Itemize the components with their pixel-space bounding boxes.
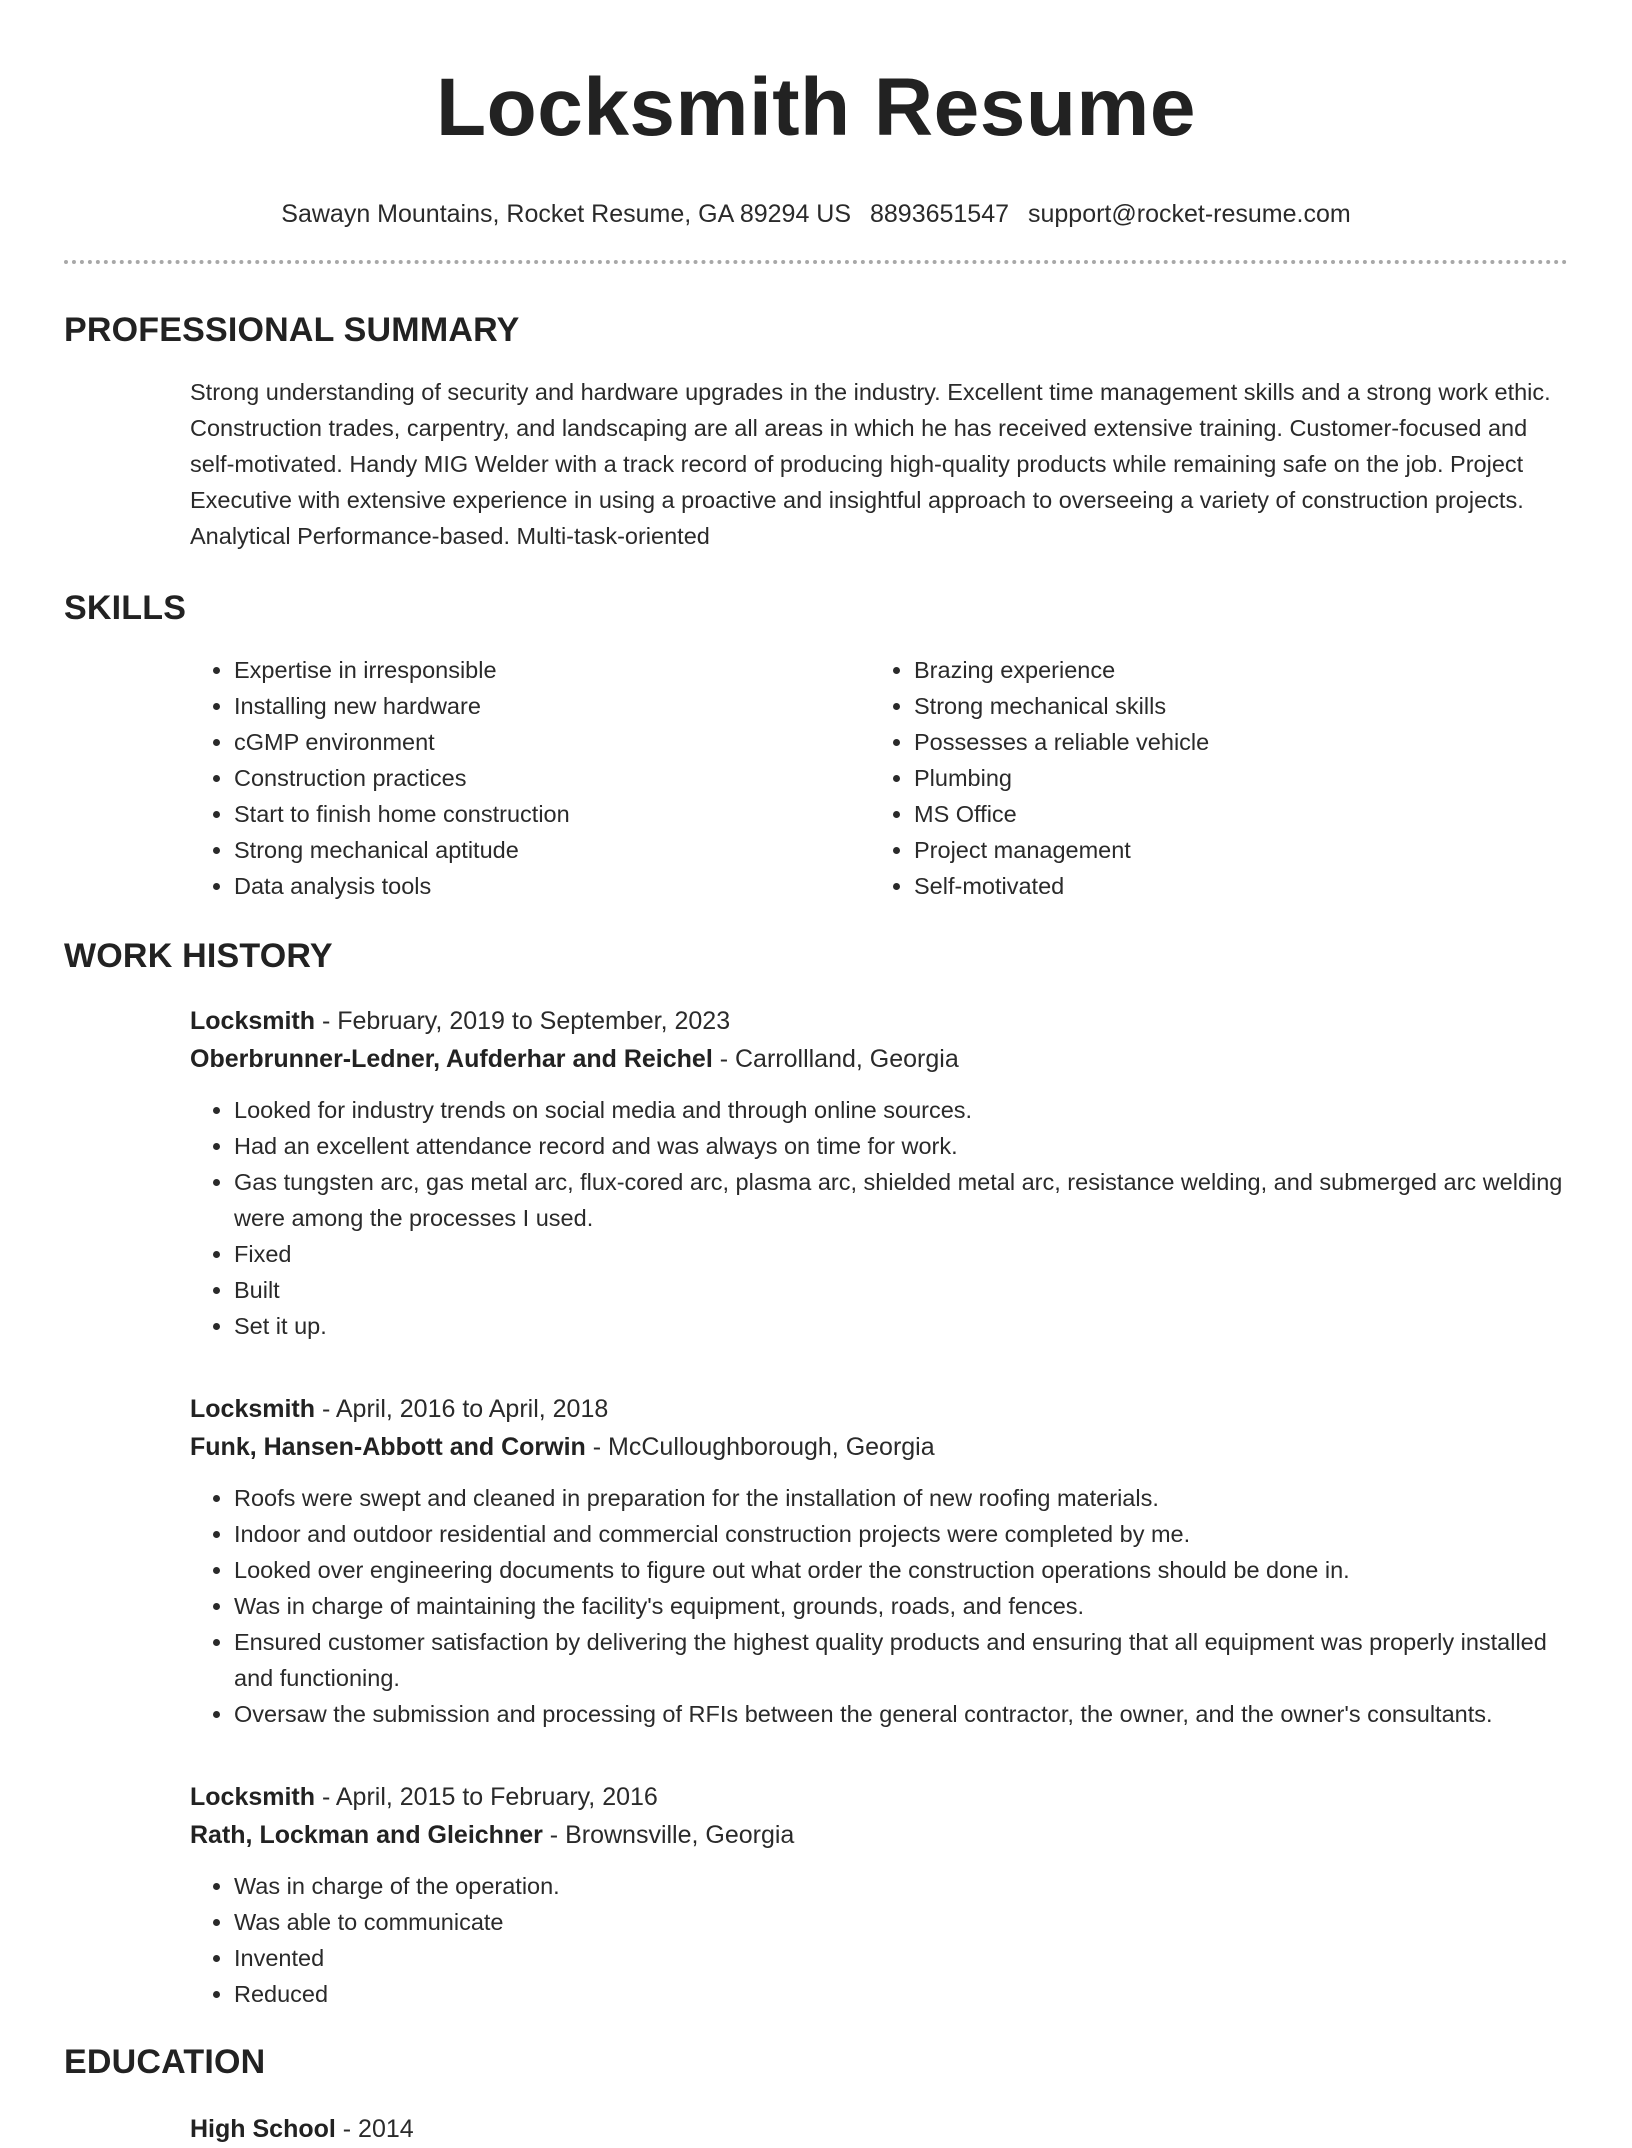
- job-location: - Carrollland, Georgia: [712, 1045, 959, 1073]
- skill-item: • Self-motivated: [914, 868, 1209, 904]
- skill-item: • Strong mechanical aptitude: [234, 832, 870, 868]
- job-bullet: • Had an excellent attendance record and was always on time for work.: [234, 1128, 1568, 1164]
- job-company-line: [190, 1816, 1568, 1854]
- job-bullet: • Indoor and outdoor residential and commercial construction projects were completed by me.: [234, 1516, 1568, 1552]
- contact-line: [64, 198, 1568, 230]
- job-dates: - April, 2015 to February, 2016: [315, 1783, 658, 1811]
- education-year: - 2014: [335, 2115, 414, 2143]
- skill-item: • cGMP environment: [234, 724, 870, 760]
- skills-column-right: [870, 652, 1209, 904]
- summary-text: Strong understanding of security and hardware upgrades in the industry. Excellent time management skills and a strong work ethic. Construction trades, carpentry, and landscaping are all areas in which he has received extensive training. Customer-focused and self-motivated. Handy MIG Welder with a track record of producing high-quality products while remaining safe on the job. Project Executive with extensive experience in using a proactive and insightful approach to overseeing a variety of construction projects. Analytical Performance-based. Multi-task-oriented: [190, 379, 1551, 549]
- education-entry: [190, 2110, 1568, 2148]
- skill-item: • Data analysis tools: [234, 868, 870, 904]
- job-location: - Brownsville, Georgia: [542, 1821, 795, 1849]
- header-divider: [64, 260, 1568, 264]
- job-bullet: • Oversaw the submission and processing of RFIs between the general contractor, the owner, and the owner's consultants.: [234, 1696, 1568, 1732]
- job-company: Oberbrunner-Ledner, Aufderhar and Reichel: [190, 1045, 713, 1073]
- summary-heading: PROFESSIONAL SUMMARY: [64, 311, 520, 349]
- resume-title: Locksmith Resume: [436, 62, 1196, 153]
- skill-item: • Strong mechanical skills: [914, 688, 1209, 724]
- job-location: - McCulloughborough, Georgia: [585, 1433, 935, 1461]
- job-title: Locksmith: [190, 1007, 316, 1035]
- job-bullet: • Gas tungsten arc, gas metal arc, flux-cored arc, plasma arc, shielded metal arc, resistance welding, and submerged arc welding were among the processes I used.: [234, 1164, 1568, 1236]
- job-company: Rath, Lockman and Gleichner: [190, 1821, 543, 1849]
- job-entry: [190, 1778, 1568, 2012]
- job-title: Locksmith: [190, 1783, 316, 1811]
- skill-item: • Installing new hardware: [234, 688, 870, 724]
- job-bullets: [190, 1480, 1568, 1732]
- skill-item: • Plumbing: [914, 760, 1209, 796]
- job-bullet: • Reduced: [234, 1976, 1568, 2012]
- skill-item: • Brazing experience: [914, 652, 1209, 688]
- job-title-line: [190, 1778, 1568, 1816]
- skill-item: • Project management: [914, 832, 1209, 868]
- job-bullet: • Fixed: [234, 1236, 1568, 1272]
- job-bullet: • Ensured customer satisfaction by delivering the highest quality products and ensuring that all equipment was properly installed and functioning.: [234, 1624, 1568, 1696]
- job-company-line: [190, 1428, 1568, 1466]
- contact-email: support@rocket-resume.com: [1027, 200, 1351, 228]
- education-degree: High School: [190, 2115, 336, 2143]
- job-entry: [190, 1390, 1568, 1732]
- job-bullet: • Looked for industry trends on social media and through online sources.: [234, 1092, 1568, 1128]
- skill-item: • Start to finish home construction: [234, 796, 870, 832]
- skill-item: • MS Office: [914, 796, 1209, 832]
- job-bullet: • Was in charge of the operation.: [234, 1868, 1568, 1904]
- job-bullet: • Invented: [234, 1940, 1568, 1976]
- work-history-heading: WORK HISTORY: [64, 937, 333, 975]
- skills-column-left: [190, 652, 870, 904]
- job-entry: [190, 1002, 1568, 1344]
- job-bullet: • Looked over engineering documents to figure out what order the construction operations should be done in.: [234, 1552, 1568, 1588]
- skills-heading: SKILLS: [64, 589, 187, 627]
- job-bullet: • Was in charge of maintaining the facility's equipment, grounds, roads, and fences.: [234, 1588, 1568, 1624]
- job-title-line: [190, 1390, 1568, 1428]
- job-title: Locksmith: [190, 1395, 316, 1423]
- job-dates: - February, 2019 to September, 2023: [315, 1007, 731, 1035]
- skill-item: • Possesses a reliable vehicle: [914, 724, 1209, 760]
- job-title-line: [190, 1002, 1568, 1040]
- contact-address: Sawayn Mountains, Rocket Resume, GA 89294 US: [281, 200, 852, 228]
- education-heading: EDUCATION: [64, 2043, 266, 2081]
- job-bullet: • Was able to communicate: [234, 1904, 1568, 1940]
- job-dates: - April, 2016 to April, 2018: [315, 1395, 609, 1423]
- skill-item: • Construction practices: [234, 760, 870, 796]
- skills-list: [190, 652, 1568, 904]
- contact-phone: 8893651547: [869, 200, 1010, 228]
- skill-item: • Expertise in irresponsible: [234, 652, 870, 688]
- job-bullet: • Built: [234, 1272, 1568, 1308]
- job-bullets: [190, 1092, 1568, 1344]
- job-company: Funk, Hansen-Abbott and Corwin: [190, 1433, 586, 1461]
- job-bullets: [190, 1868, 1568, 2012]
- job-company-line: [190, 1040, 1568, 1078]
- job-bullet: • Set it up.: [234, 1308, 1568, 1344]
- job-bullet: • Roofs were swept and cleaned in preparation for the installation of new roofing materials.: [234, 1480, 1568, 1516]
